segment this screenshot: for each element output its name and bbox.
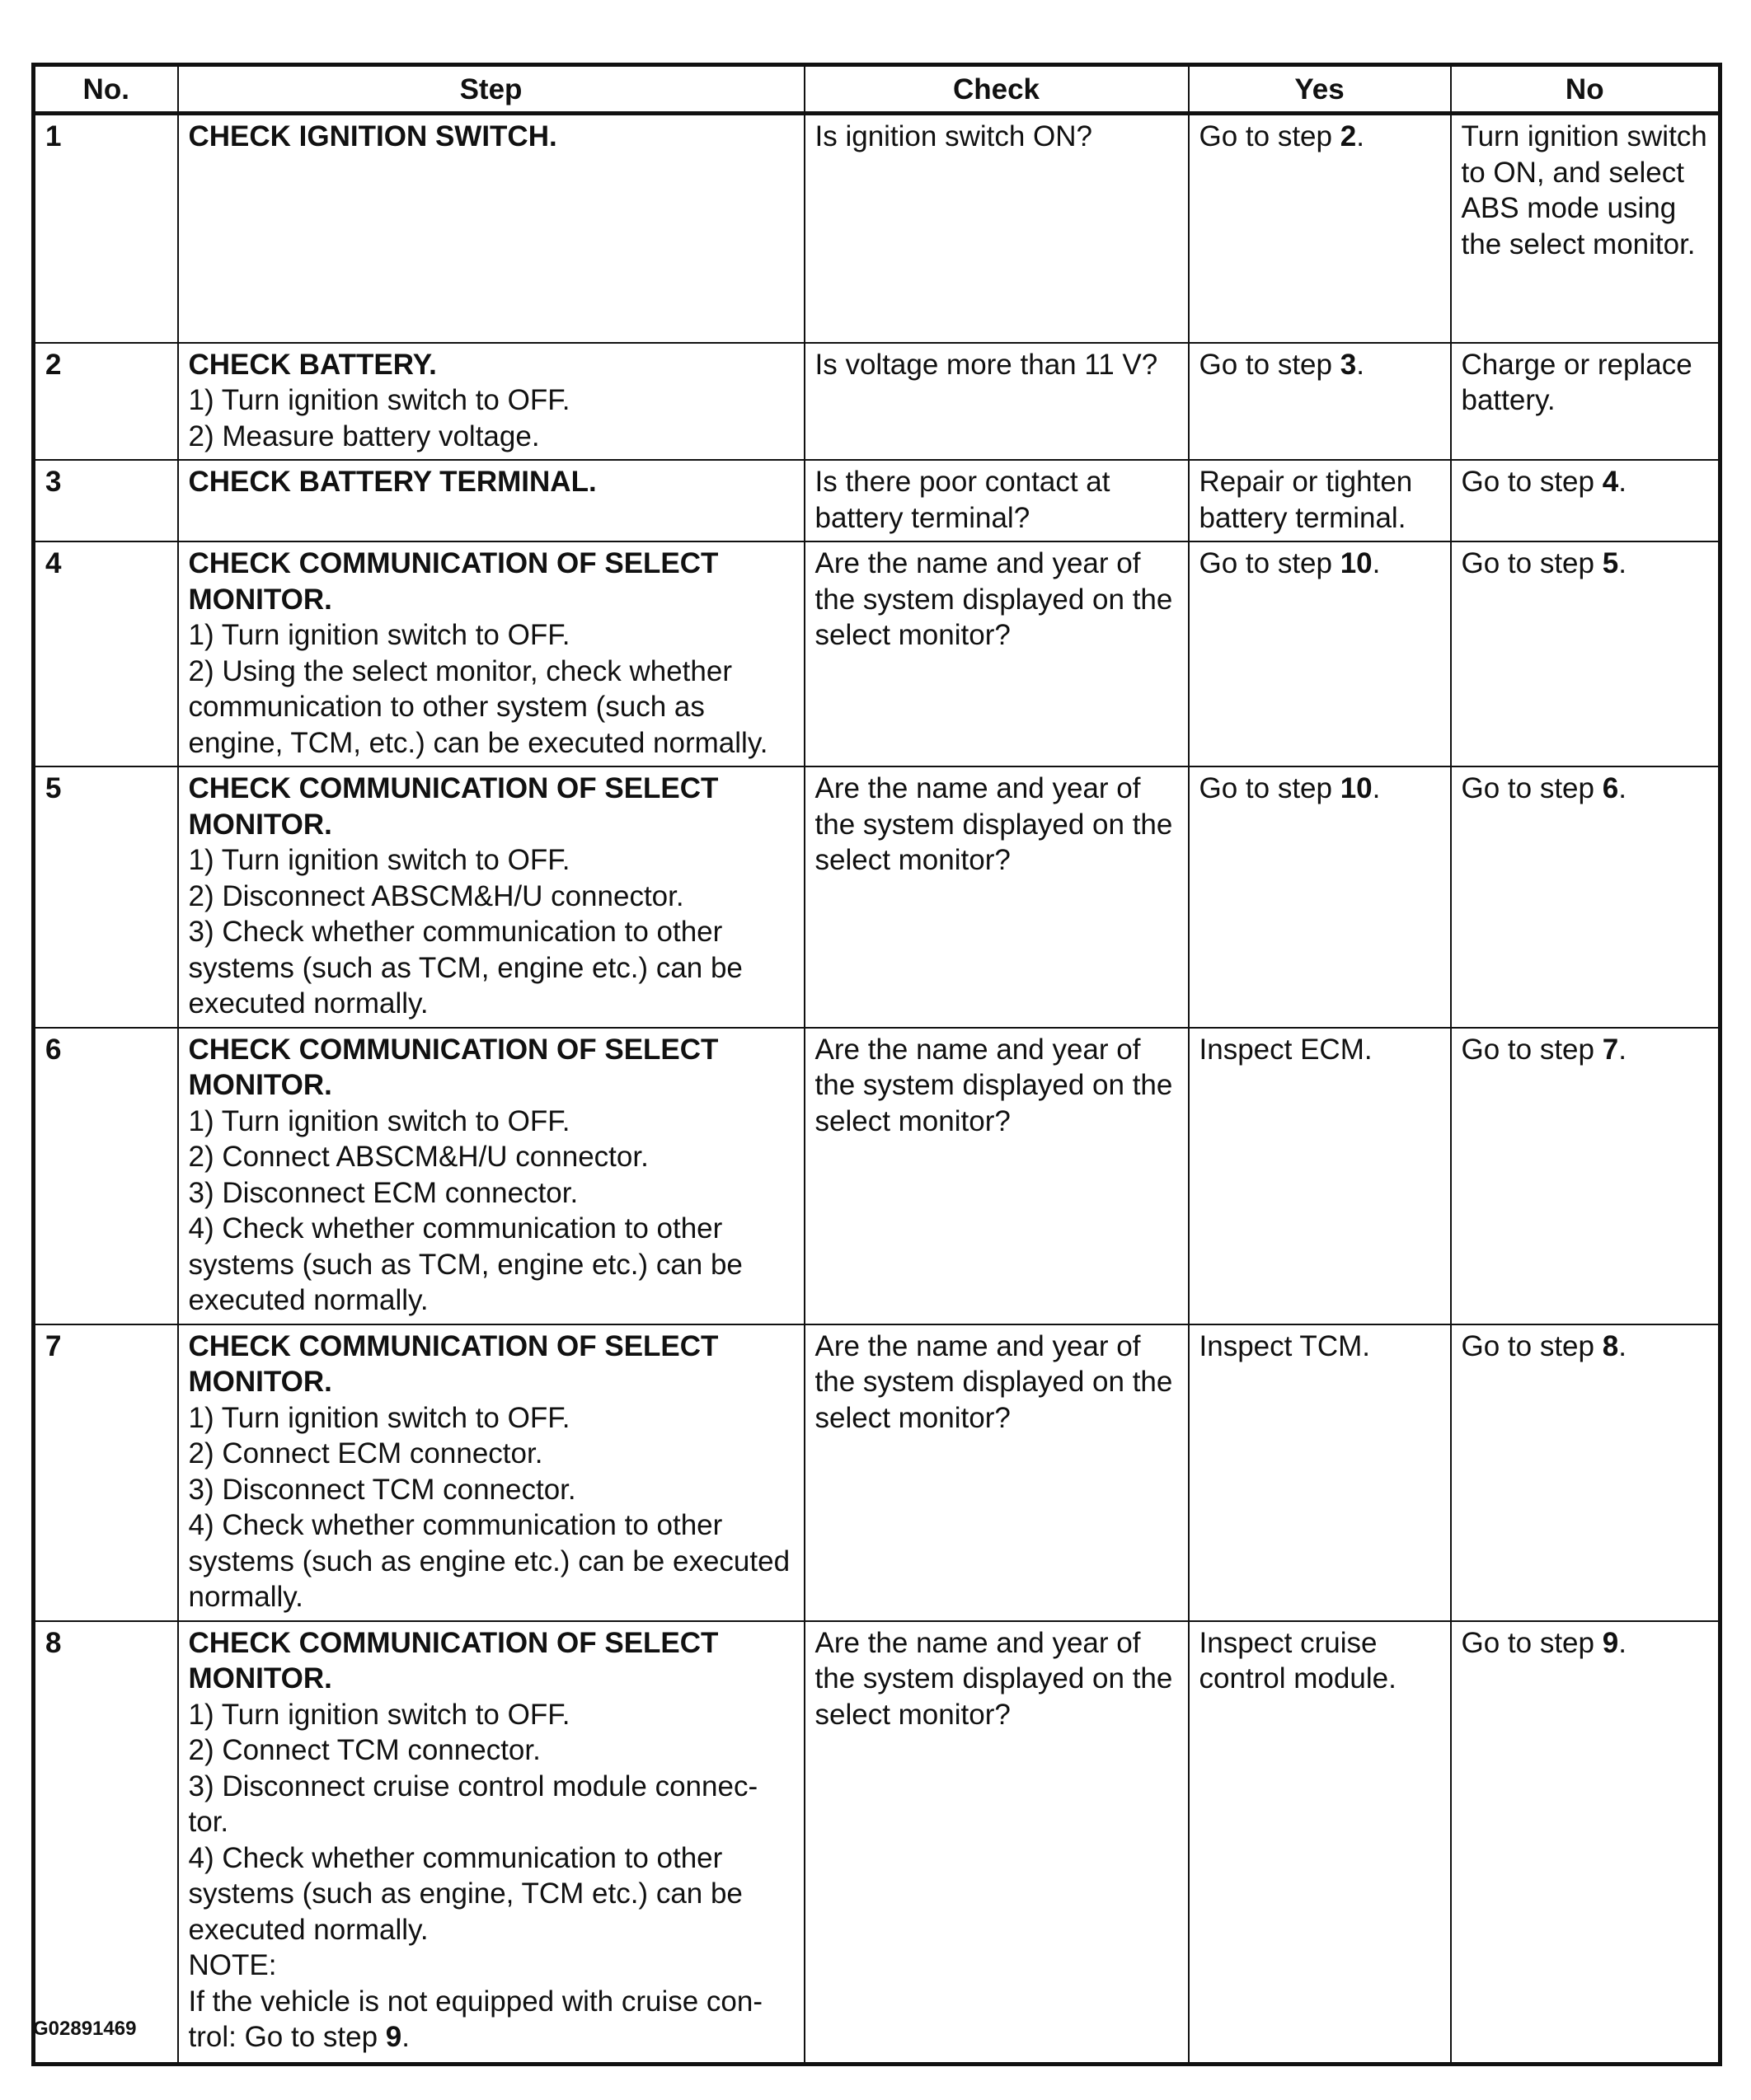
yes-cell	[1189, 766, 1451, 1028]
step-title: CHECK COMMUNICATION OF SELECT MONITOR.	[188, 1033, 719, 1101]
no-cell	[1451, 766, 1720, 1028]
yes-suffix: .	[1372, 547, 1381, 579]
yes-cell	[1189, 1621, 1451, 2065]
note-suffix: .	[401, 2021, 410, 2053]
step-title: CHECK IGNITION SWITCH.	[188, 120, 557, 152]
no-step-ref: 4	[1602, 466, 1619, 498]
step-instruction: 2) Connect ECM connector.	[188, 1437, 543, 1470]
step-number: 2	[34, 343, 178, 461]
step-cell	[178, 460, 805, 541]
step-cell	[178, 1028, 805, 1324]
step-instruction: 2) Measure battery voltage.	[188, 420, 540, 452]
yes-suffix: .	[1372, 772, 1381, 804]
no-text: Go to step	[1461, 1033, 1603, 1066]
no-suffix: .	[1618, 772, 1627, 804]
step-cell	[178, 541, 805, 766]
step-cell	[178, 343, 805, 461]
step-instruction: 3) Check whether communication to other systems (such as TCM, engine etc.) can be executed normally.	[188, 916, 743, 1020]
step-instruction: 2) Using the select monitor, check whether communication to other system (such as engine, TCM, etc.) can be executed normally.	[188, 654, 768, 759]
step-title: CHECK COMMUNICATION OF SELECT MONITOR.	[188, 1626, 719, 1695]
step-cell	[178, 114, 805, 343]
step-instruction: 1) Turn ignition switch to OFF.	[188, 844, 570, 876]
no-text: Go to step	[1461, 1329, 1603, 1362]
step-number: 8	[34, 1621, 178, 2065]
no-text: Charge or replace battery.	[1461, 348, 1692, 416]
yes-cell	[1189, 1028, 1451, 1324]
no-text: Go to step	[1461, 1626, 1603, 1659]
step-instruction: 1) Turn ignition switch to OFF.	[188, 619, 570, 651]
check-cell: Is voltage more than 11 V?	[805, 343, 1189, 461]
no-suffix: .	[1618, 1626, 1627, 1659]
step-instruction: 4) Check whether communication to other systems (such as TCM, engine etc.) can be executed normally.	[188, 1212, 743, 1316]
step-instruction: 4) Check whether communication to other systems (such as engine, TCM etc.) can be executed normally.	[188, 1841, 743, 1946]
yes-cell	[1189, 343, 1451, 461]
yes-text: Go to step	[1199, 547, 1340, 579]
step-title: CHECK COMMUNICATION OF SELECT MONITOR.	[188, 772, 719, 841]
yes-cell	[1189, 1324, 1451, 1621]
note-label: NOTE:	[188, 1949, 277, 1981]
step-instruction: 3) Disconnect TCM connector.	[188, 1473, 576, 1506]
yes-cell	[1189, 460, 1451, 541]
note-text	[189, 1984, 794, 2055]
yes-step-ref: 2	[1340, 120, 1357, 152]
step-title: CHECK COMMUNICATION OF SELECT MONITOR.	[188, 547, 719, 616]
step-instruction: 1) Turn ignition switch to OFF.	[188, 384, 570, 416]
table-row	[34, 343, 1720, 461]
table-row	[34, 1621, 1720, 2065]
no-step-ref: 7	[1602, 1033, 1619, 1066]
table-row	[34, 1028, 1720, 1324]
no-step-ref: 6	[1602, 772, 1619, 804]
step-instruction: 1) Turn ignition switch to OFF.	[188, 1698, 570, 1731]
figure-id: G02891469	[33, 2018, 137, 2040]
table-row	[34, 766, 1720, 1028]
yes-text: Inspect TCM.	[1199, 1329, 1370, 1362]
no-cell	[1451, 1324, 1720, 1621]
no-suffix: .	[1618, 547, 1627, 579]
step-instruction: 3) Disconnect ECM connector.	[188, 1176, 579, 1209]
step-instruction: 2) Connect TCM connector.	[188, 1734, 541, 1766]
no-suffix: .	[1618, 1329, 1627, 1362]
no-text: Go to step	[1461, 547, 1603, 579]
step-instruction: 1) Turn ignition switch to OFF.	[188, 1104, 570, 1137]
no-cell	[1451, 541, 1720, 766]
no-cell	[1451, 1621, 1720, 2065]
step-instruction: 4) Check whether communication to other systems (such as engine etc.) can be executed normally.	[188, 1509, 791, 1613]
check-cell: Is there poor contact at battery terminal?	[805, 460, 1189, 541]
check-cell: Are the name and year of the system displayed on the select monitor?	[805, 541, 1189, 766]
no-text: Go to step	[1461, 772, 1603, 804]
header-no-result: No	[1451, 65, 1720, 114]
no-step-ref: 8	[1602, 1329, 1619, 1362]
yes-step-ref: 10	[1340, 772, 1373, 804]
note-step-ref: 9	[385, 2021, 402, 2053]
no-cell	[1451, 114, 1720, 343]
step-cell	[178, 1324, 805, 1621]
yes-cell	[1189, 541, 1451, 766]
diagnostic-procedure	[31, 63, 1718, 2066]
step-number: 5	[34, 766, 178, 1028]
no-suffix: .	[1618, 466, 1627, 498]
yes-step-ref: 3	[1340, 348, 1357, 381]
no-step-ref: 5	[1602, 547, 1619, 579]
check-cell: Are the name and year of the system displayed on the select monitor?	[805, 1621, 1189, 2065]
header-no: No.	[34, 65, 178, 114]
check-cell: Are the name and year of the system displayed on the select monitor?	[805, 1028, 1189, 1324]
no-suffix: .	[1618, 1033, 1627, 1066]
no-cell	[1451, 343, 1720, 461]
step-title: CHECK BATTERY.	[188, 348, 437, 381]
table-row	[34, 460, 1720, 541]
check-cell: Are the name and year of the system displayed on the select monitor?	[805, 1324, 1189, 1621]
step-instruction: 3) Disconnect cruise control module connec-tor.	[188, 1770, 758, 1838]
check-cell: Is ignition switch ON?	[805, 114, 1189, 343]
yes-text: Repair or tighten battery terminal.	[1199, 466, 1413, 534]
no-cell	[1451, 1028, 1720, 1324]
step-cell	[178, 1621, 805, 2065]
step-instruction: 2) Connect ABSCM&H/U connector.	[188, 1141, 649, 1173]
yes-step-ref: 10	[1340, 547, 1373, 579]
step-number: 1	[34, 114, 178, 343]
table-row	[34, 114, 1720, 343]
step-number: 4	[34, 541, 178, 766]
yes-suffix: .	[1356, 348, 1364, 381]
yes-text: Inspect ECM.	[1199, 1033, 1373, 1066]
header-step: Step	[178, 65, 805, 114]
table-row	[34, 541, 1720, 766]
table-row	[34, 1324, 1720, 1621]
table-header-row	[34, 65, 1720, 114]
step-number: 3	[34, 460, 178, 541]
step-title: CHECK BATTERY TERMINAL.	[188, 466, 597, 498]
yes-text: Go to step	[1199, 120, 1340, 152]
header-yes: Yes	[1189, 65, 1451, 114]
step-cell	[178, 766, 805, 1028]
check-cell: Are the name and year of the system displayed on the select monitor?	[805, 766, 1189, 1028]
yes-suffix: .	[1356, 120, 1364, 152]
no-step-ref: 9	[1602, 1626, 1619, 1659]
yes-text: Inspect cruise control module.	[1199, 1626, 1397, 1695]
step-title: CHECK COMMUNICATION OF SELECT MONITOR.	[188, 1329, 719, 1398]
step-number: 6	[34, 1028, 178, 1324]
no-cell	[1451, 460, 1720, 541]
step-instruction: 2) Disconnect ABSCM&H/U connector.	[188, 879, 684, 912]
note-body: If the vehicle is not equipped with cruise con-trol: Go to step	[188, 1985, 763, 2053]
yes-cell	[1189, 114, 1451, 343]
diagnostic-table	[31, 63, 1722, 2066]
no-text: Turn ignition switch to ON, and select ABS mode using the select monitor.	[1461, 120, 1707, 260]
yes-text: Go to step	[1199, 348, 1340, 381]
no-text: Go to step	[1461, 466, 1603, 498]
header-check: Check	[805, 65, 1189, 114]
step-number: 7	[34, 1324, 178, 1621]
step-instruction: 1) Turn ignition switch to OFF.	[188, 1401, 570, 1434]
yes-text: Go to step	[1199, 772, 1340, 804]
